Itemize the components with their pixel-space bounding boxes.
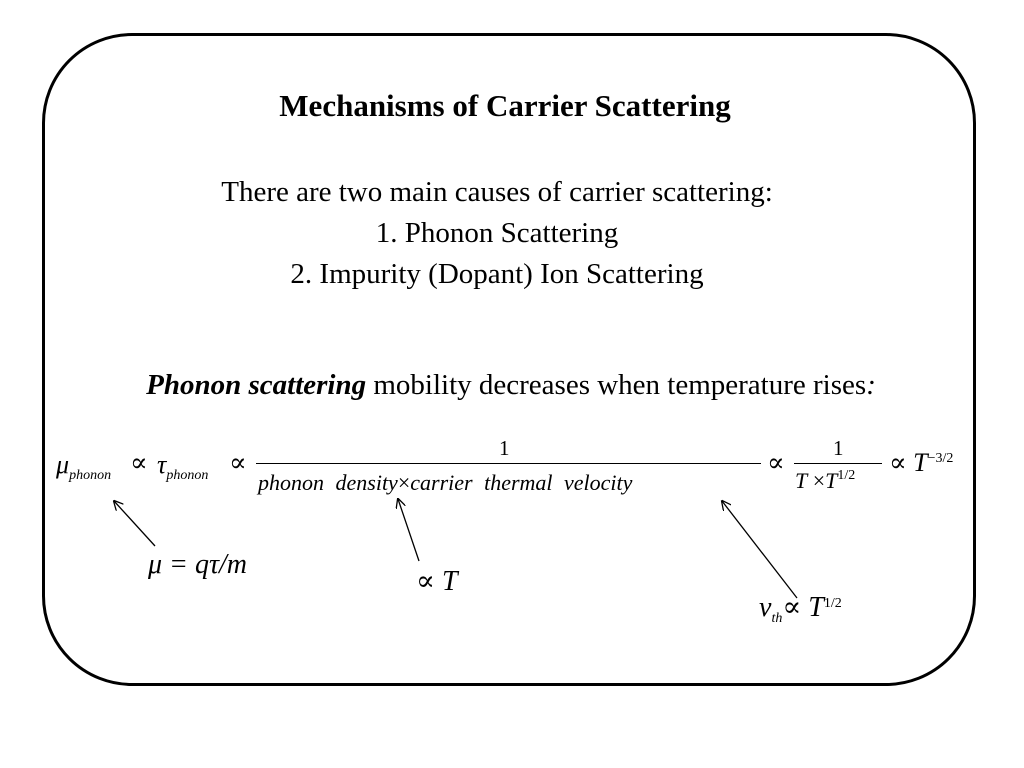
fraction-numerator: 1 (499, 436, 510, 460)
proportional-symbol: ∝ (767, 448, 785, 477)
arrow-mobility (114, 501, 155, 546)
tau-subscript: phonon (166, 468, 209, 483)
mobility-symbol: $\mu_{phonon}$ (56, 450, 112, 483)
proportional-symbol: ∝ (229, 448, 247, 477)
mobility-definition: μ = qτ/m (148, 549, 247, 580)
arrow-density (398, 499, 419, 561)
intro-item-impurity: 2. Impurity (Dopant) Ion Scattering (290, 258, 704, 290)
tau-symbol: $\tau_{phonon}$ (157, 450, 209, 483)
fraction-numerator: 1 (833, 436, 844, 460)
temperature-result: ∝ $T^{-3/2}$ (889, 448, 954, 477)
statement-emphasis: Phonon scattering (146, 369, 367, 401)
intro-item-phonon: 1. Phonon Scattering (375, 217, 619, 249)
density-proportionality: ∝ T (416, 566, 458, 597)
arrow-velocity (722, 501, 797, 598)
mobility-subscript: phonon (69, 468, 112, 483)
intro-line: There are two main causes of carrier scattering: (221, 176, 773, 208)
statement-text: mobility decreases when temperature rises (366, 369, 867, 401)
proportional-symbol: ∝ (130, 448, 148, 477)
thermal-velocity-proportionality: $v_{th}\propto T^{1/2}$ (759, 592, 842, 626)
fraction-denominator: phonon density×carrier thermal velocity (258, 470, 633, 495)
fraction-denominator: $T \times T^{1/2}$ (795, 468, 856, 493)
slide-title: Mechanisms of Carrier Scattering (279, 88, 731, 123)
statement-colon: : (866, 369, 876, 401)
